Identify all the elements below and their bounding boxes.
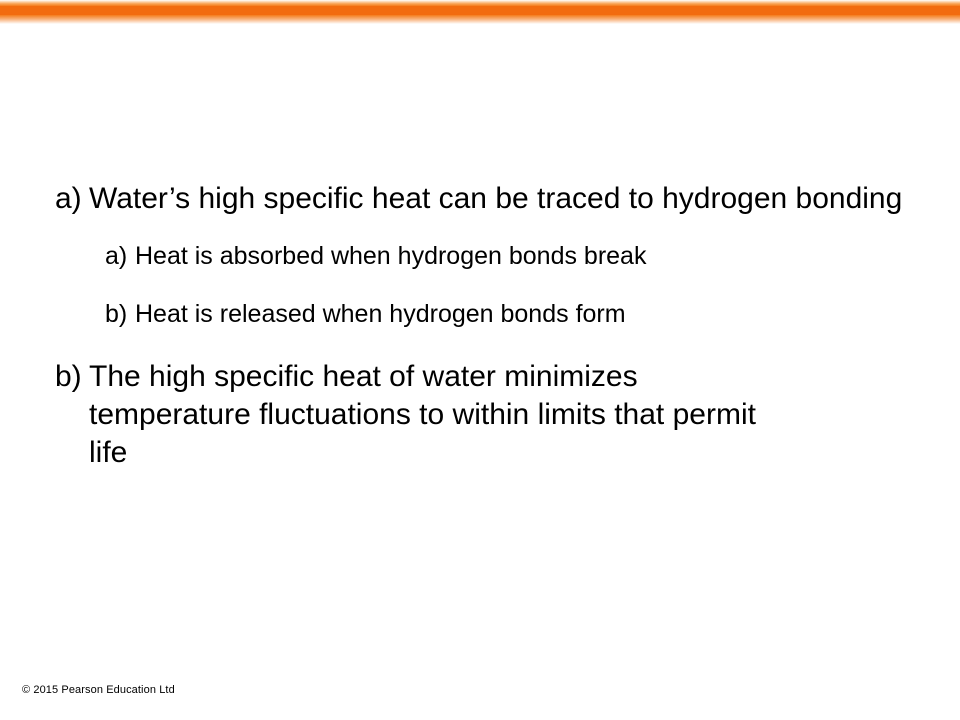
bullet-text-a: Water’s high specific heat can be traced to hydrogen bonding xyxy=(89,182,903,215)
sub-bullet-item-a-a xyxy=(105,240,915,272)
bullet-item-b xyxy=(55,358,915,472)
accent-top-bar xyxy=(0,0,960,20)
bullet-marker-b: b) xyxy=(55,360,82,393)
sub-bullet-marker-a-a: a) xyxy=(105,242,128,270)
bullet-marker-a: a) xyxy=(55,182,82,215)
accent-bar-fade-bottom xyxy=(0,15,960,24)
sub-bullet-item-a-b xyxy=(105,298,915,330)
slide-body xyxy=(55,180,915,480)
bullet-item-a xyxy=(55,180,915,218)
sub-bullet-list-a xyxy=(55,240,915,330)
sub-bullet-text-a-a: Heat is absorbed when hydrogen bonds break xyxy=(135,242,647,270)
accent-bar-core xyxy=(0,6,960,15)
sub-bullet-text-a-b: Heat is released when hydrogen bonds form xyxy=(135,300,626,328)
copyright-footer: © 2015 Pearson Education Ltd xyxy=(22,684,175,696)
bullet-text-b: The high specific heat of water minimizes temperature fluctuations to within limits that permit life xyxy=(89,360,756,469)
sub-bullet-marker-a-b: b) xyxy=(105,300,128,328)
